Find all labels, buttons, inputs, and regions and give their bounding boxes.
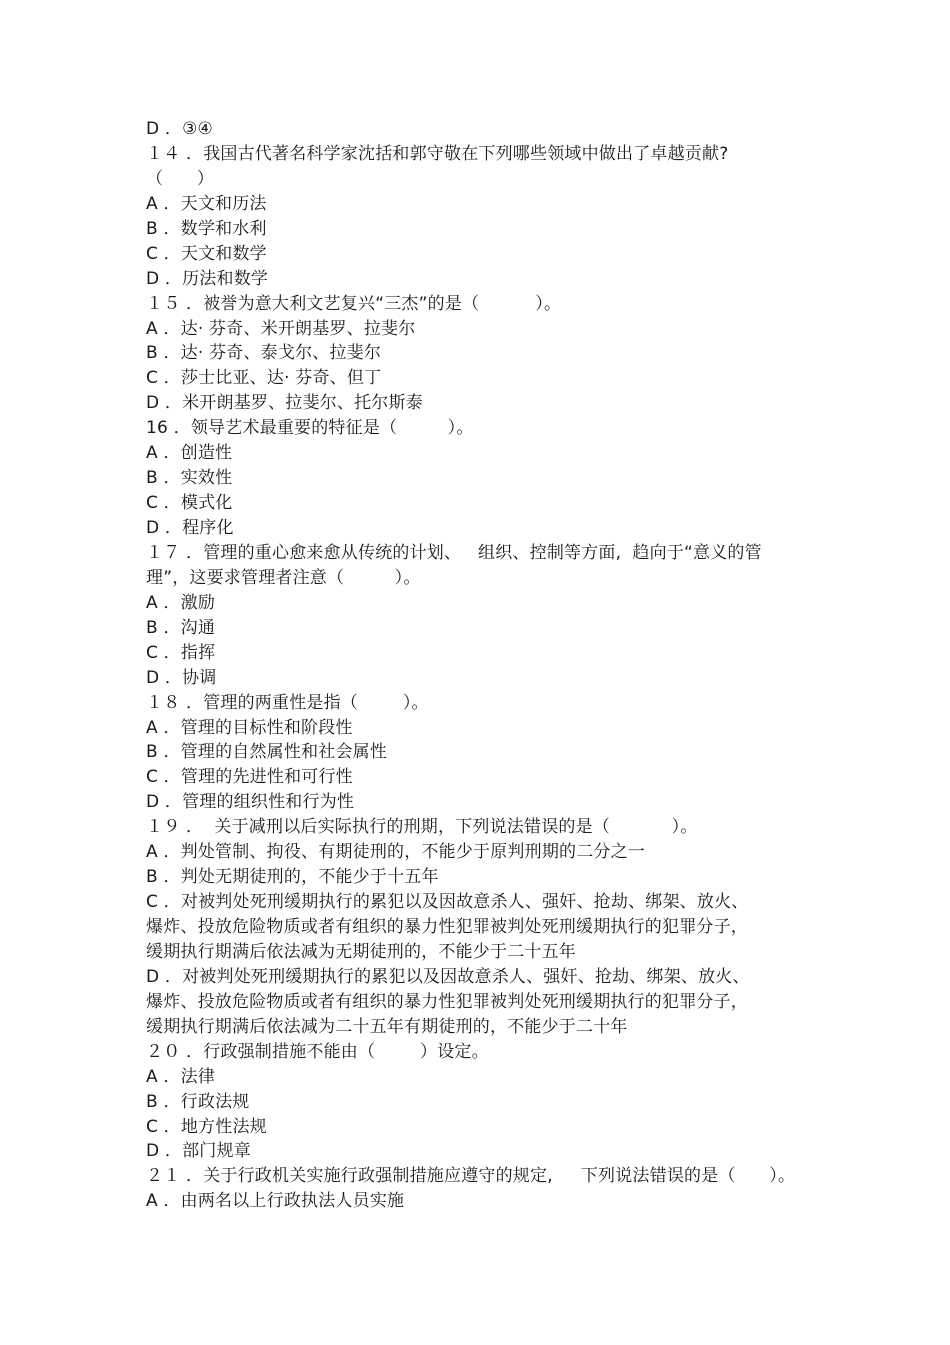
- answer-option: D ．米开朗基罗、拉斐尔、托尔斯泰: [146, 393, 423, 414]
- answer-option: D ．协调: [146, 667, 217, 688]
- question-18: １８ ．管理的两重性是指（ ）。: [146, 692, 429, 713]
- answer-option-cont: 爆炸、投放危险物质或者有组织的暴力性犯罪被判处死刑缓期执行的犯罪分子，: [146, 917, 748, 937]
- answer-option: A ．激励: [146, 592, 216, 613]
- answer-option: A ．判处管制、拘役、有期徒刑的，不能少于原判刑期的二分之一: [146, 842, 646, 863]
- question-14-blank: （ ）: [146, 168, 215, 189]
- answer-option-cont: 爆炸、投放危险物质或者有组织的暴力性犯罪被判处死刑缓期执行的犯罪分子，: [146, 991, 748, 1012]
- question-16: 16 ．领导艺术最重要的特征是（ ）。: [146, 418, 474, 439]
- answer-option: C ．对被判处死刑缓期执行的累犯以及因故意杀人、强奸、抢劫、绑架、放火、: [146, 892, 749, 913]
- answer-option: A ．由两名以上行政执法人员实施: [146, 1191, 405, 1212]
- question-21: ２１ ．关于行政机关实施行政强制措施应遵守的规定, 下列说法错误的是（ ）。: [146, 1166, 796, 1187]
- question-15: １５ ．被誉为意大利文艺复兴“三杰”的是（ ）。: [146, 293, 562, 314]
- answer-option: D ．历法和数学: [146, 268, 269, 289]
- answer-option: B ．判处无期徒刑的，不能少于十五年: [146, 867, 439, 888]
- answer-option: A ．管理的目标性和阶段性: [146, 717, 353, 738]
- answer-option: A ．天文和历法: [146, 193, 267, 214]
- question-17-cont: 理”，这要求管理者注意（ ）。: [146, 567, 421, 588]
- question-14: １４ ．我国古代著名科学家沈括和郭守敬在下列哪些领域中做出了卓越贡献?: [146, 143, 729, 164]
- answer-option: A ．法律: [146, 1066, 216, 1087]
- document-page: [146, 117, 906, 1214]
- question-17: １７ ．管理的重心愈来愈从传统的计划、 组织、控制等方面, 趋向于“意义的管: [146, 542, 762, 563]
- answer-option: B ．管理的自然属性和社会属性: [146, 742, 388, 763]
- answer-option: B ．数学和水利: [146, 218, 267, 239]
- answer-option: D ．部门规章: [146, 1141, 251, 1162]
- answer-option: D ．③④: [146, 119, 213, 139]
- answer-option: C ．管理的先进性和可行性: [146, 767, 353, 788]
- answer-option-cont: 缓期执行期满后依法减为无期徒刑的，不能少于二十五年: [146, 941, 576, 962]
- answer-option: D ．对被判处死刑缓期执行的累犯以及因故意杀人、强奸、抢劫、绑架、放火、: [146, 966, 750, 987]
- answer-option: D ．管理的组织性和行为性: [146, 792, 355, 813]
- answer-option: B ．达· 芬奇、泰戈尔、拉斐尔: [146, 343, 382, 364]
- answer-option: C ．地方性法规: [146, 1116, 267, 1137]
- answer-option: C ．模式化: [146, 493, 233, 514]
- answer-option: C ．指挥: [146, 642, 216, 663]
- answer-option: A ．创造性: [146, 443, 233, 464]
- question-19: １９ ． 关于减刑以后实际执行的刑期，下列说法错误的是（ ）。: [146, 817, 698, 838]
- answer-option: B ．沟通: [146, 617, 216, 638]
- answer-option: D ．程序化: [146, 518, 234, 538]
- answer-option: A ．达· 芬奇、米开朗基罗、拉斐尔: [146, 318, 416, 339]
- answer-option-cont: 缓期执行期满后依法减为二十五年有期徒刑的，不能少于二十年: [146, 1016, 628, 1037]
- answer-option: C ．天文和数学: [146, 243, 267, 264]
- answer-option: C ．莎士比亚、达· 芬奇、但丁: [146, 368, 382, 389]
- answer-option: B ．行政法规: [146, 1091, 250, 1112]
- answer-option: B ．实效性: [146, 468, 233, 489]
- question-20: ２０ ．行政强制措施不能由（ ）设定。: [146, 1041, 489, 1062]
